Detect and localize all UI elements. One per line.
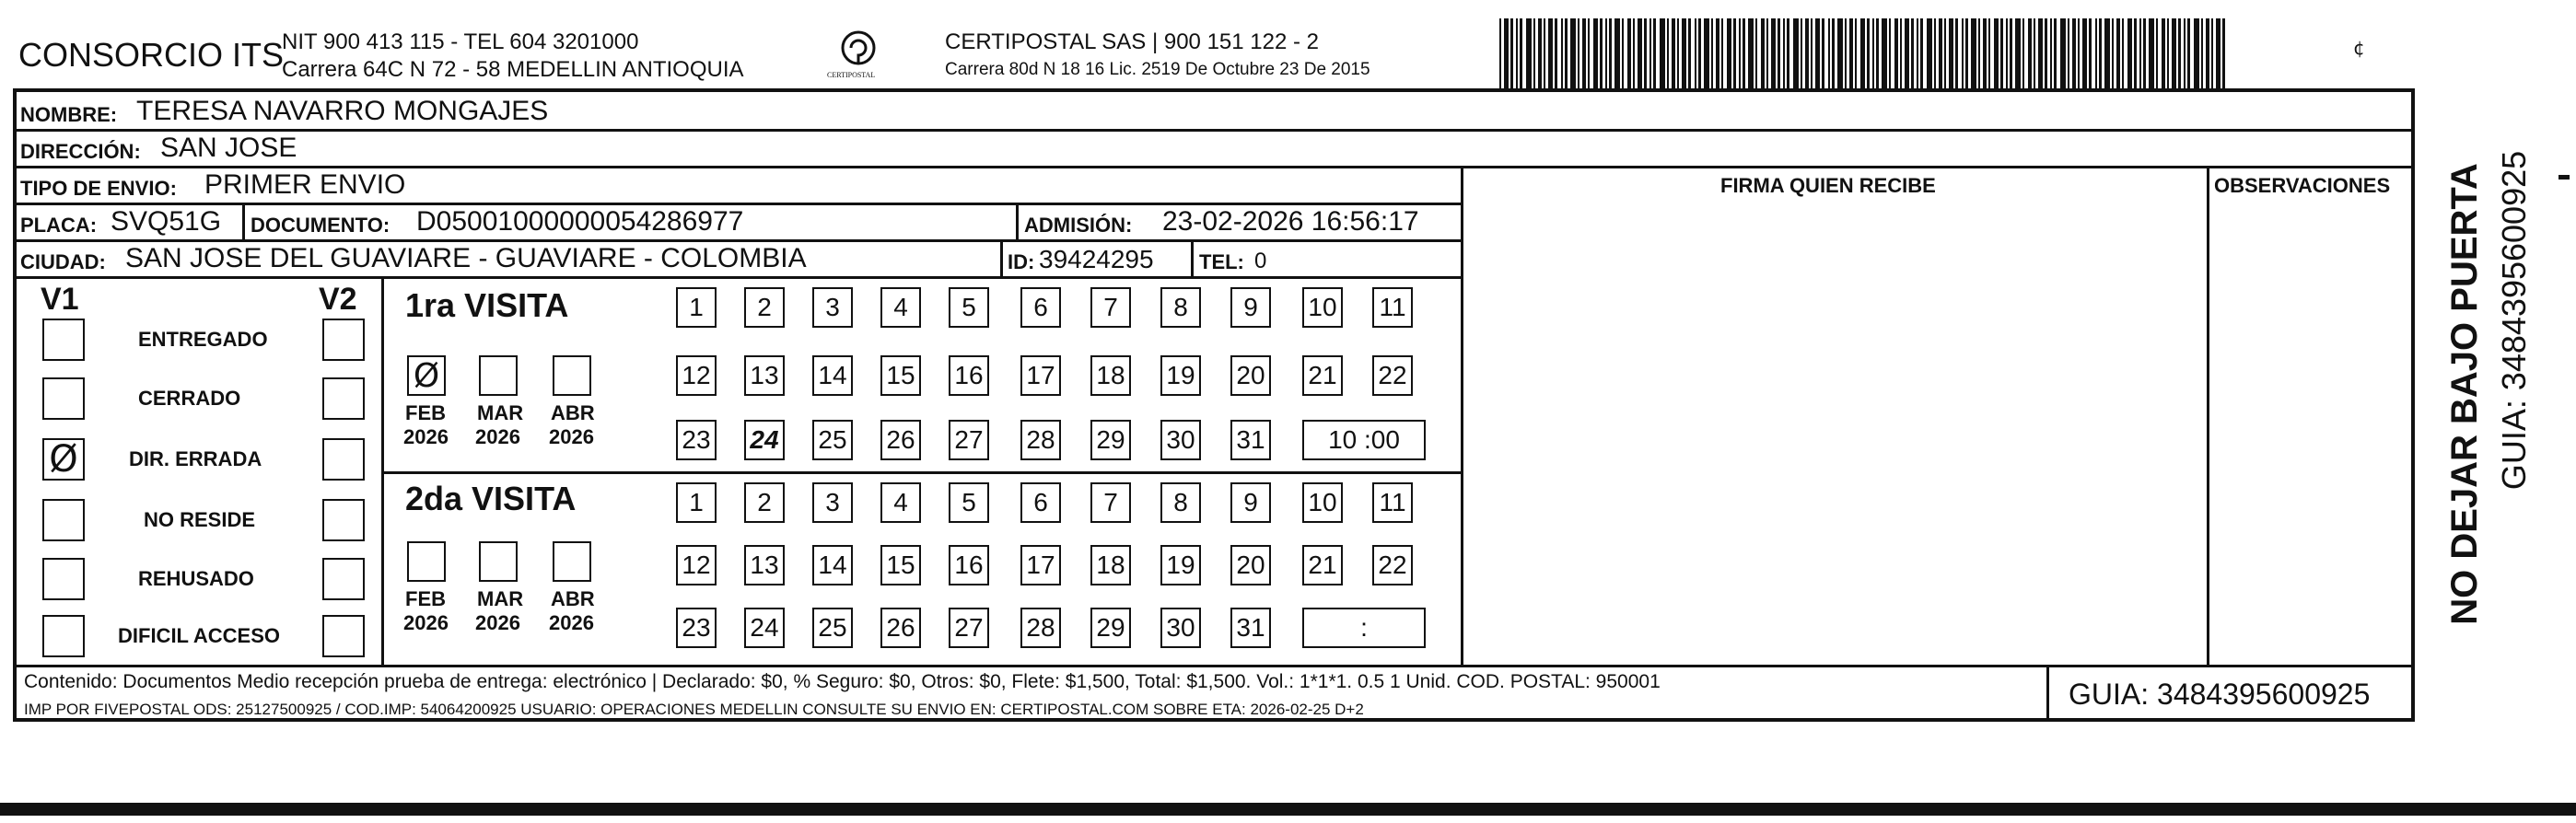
first-visit-title: 1ra VISITA [405,286,569,324]
first-visit-day-box[interactable]: 12 [676,355,717,396]
year-label: 2026 [475,425,520,448]
certipostal-logo [825,28,892,85]
admision-value: 23-02-2026 16:56:17 [1162,206,1419,237]
v1-checkbox[interactable]: Ø [42,438,85,481]
second-visit-time-box[interactable]: : [1302,608,1426,648]
second-visit-day-box[interactable]: 19 [1160,545,1201,585]
first-visit-day-box[interactable]: 8 [1160,287,1201,328]
second-visit-day-box[interactable]: 20 [1230,545,1271,585]
no-dejar-bajo-puerta: NO DEJAR BAJO PUERTA [2444,163,2485,625]
second-visit-day-box[interactable]: 29 [1090,608,1131,648]
second-visit-day-box[interactable]: 9 [1230,482,1271,523]
first-visit-day-box[interactable]: 31 [1230,420,1271,460]
nombre-label: NOMBRE: [20,103,118,126]
month-checkbox[interactable] [553,355,591,396]
second-visit-day-box[interactable]: 30 [1160,608,1201,648]
v1-checkbox[interactable] [42,615,85,657]
second-visit-day-box[interactable]: 25 [812,608,853,648]
first-visit-day-box[interactable]: 20 [1230,355,1271,396]
footer-line-2: IMP POR FIVEPOSTAL ODS: 25127500925 / COD.IMP: 54064200925 USUARIO: OPERACIONES MEDELLIN CONSULTE SU ENVIO EN: CERTIPOSTAL.COM SOBRE ETA: 2026-02-25 D+2 [24,701,1364,718]
company-address: Carrera 64C N 72 - 58 MEDELLIN ANTIOQUIA [282,57,744,82]
direccion-value: SAN JOSE [160,133,297,163]
status-label: CERRADO [138,387,241,410]
second-visit-day-box[interactable]: 10 [1302,482,1343,523]
first-visit-day-box[interactable]: 25 [812,420,853,460]
month-label: FEB [405,587,446,610]
second-visit-day-box[interactable]: 7 [1090,482,1131,523]
first-visit-day-box[interactable]: 26 [880,420,921,460]
first-visit-day-box[interactable]: 5 [949,287,989,328]
status-label: NO RESIDE [144,508,256,531]
second-visit-day-box[interactable]: 27 [949,608,989,648]
year-label: 2026 [475,611,520,634]
ciudad-label: CIUDAD: [20,250,106,273]
footer-line-1: Contenido: Documentos Medio recepción prueba de entrega: electrónico | Declarado: $0, % Seguro: $0, Otros: $0, Flete: $1,500, Total: $1,500. Vol.: 1*1*1. 0.5 1 Unid. COD. POSTAL: 950001 [24,671,1661,692]
placa-label: PLACA: [20,214,98,237]
month-label: FEB [405,401,446,424]
corner-mark: ¢ [2353,37,2365,59]
month-checkbox[interactable] [479,355,518,396]
second-visit-day-box[interactable]: 14 [812,545,853,585]
company-name: CONSORCIO ITS [18,36,285,74]
status-label: ENTREGADO [138,328,268,351]
certipostal-logo-text: CERTIPOSTAL [827,71,876,79]
first-visit-day-box[interactable]: 14 [812,355,853,396]
second-visit-day-box[interactable]: 21 [1302,545,1343,585]
admision-label: ADMISIÓN: [1024,214,1133,237]
first-visit-day-box[interactable]: 9 [1230,287,1271,328]
first-visit-day-box[interactable]: 3 [812,287,853,328]
first-visit-day-box[interactable]: 11 [1372,287,1413,328]
year-label: 2026 [549,611,594,634]
first-visit-day-box[interactable]: 6 [1020,287,1061,328]
nombre-value: TERESA NAVARRO MONGAJES [136,96,549,126]
second-visit-day-box[interactable]: 18 [1090,545,1131,585]
second-visit-day-box[interactable]: 24 [744,608,785,648]
second-visit-day-box[interactable]: 23 [676,608,717,648]
second-visit-day-box[interactable]: 28 [1020,608,1061,648]
header [0,0,2413,88]
barcode [1499,18,2232,88]
month-label: ABR [551,401,595,424]
second-visit-day-box[interactable]: 13 [744,545,785,585]
placa-value: SVQ51G [111,206,222,237]
v2-checkbox[interactable] [322,438,365,481]
first-visit-day-box[interactable]: 4 [880,287,921,328]
second-visit-day-box[interactable]: 5 [949,482,989,523]
second-visit-day-box[interactable]: 16 [949,545,989,585]
year-label: 2026 [403,611,449,634]
year-label: 2026 [549,425,594,448]
tel-value: 0 [1254,249,1267,273]
first-visit-day-box[interactable]: 18 [1090,355,1131,396]
documento-label: DOCUMENTO: [251,214,390,237]
second-visit-day-box[interactable]: 4 [880,482,921,523]
tipo-envio-label: TIPO DE ENVIO: [20,177,177,200]
first-visit-time-box[interactable]: 10 :00 [1302,420,1426,460]
first-visit-day-box[interactable]: 17 [1020,355,1061,396]
second-visit-day-box[interactable]: 8 [1160,482,1201,523]
first-visit-day-box[interactable]: 1 [676,287,717,328]
id-value: 39424295 [1039,245,1154,273]
status-label: REHUSADO [138,567,254,590]
month-checkbox[interactable] [407,541,446,582]
first-visit-day-box[interactable]: 29 [1090,420,1131,460]
v1-checkbox[interactable] [42,319,85,361]
carrier-name: CERTIPOSTAL SAS | 900 151 122 - 2 [945,29,1319,54]
v2-label: V2 [319,282,357,317]
second-visit-day-box[interactable]: 1 [676,482,717,523]
second-visit-title: 2da VISITA [405,480,577,517]
v2-checkbox[interactable] [322,319,365,361]
second-visit-day-box[interactable]: 3 [812,482,853,523]
first-visit-day-box[interactable]: 27 [949,420,989,460]
status-label: DIFICIL ACCESO [118,624,281,647]
first-visit-day-box[interactable]: 22 [1372,355,1413,396]
month-checkbox[interactable] [553,541,591,582]
month-label: ABR [551,587,595,610]
first-visit-day-box[interactable]: 13 [744,355,785,396]
second-visit-day-box[interactable]: 17 [1020,545,1061,585]
month-checkbox[interactable]: Ø [407,355,446,396]
direccion-label: DIRECCIÓN: [20,140,141,163]
status-label: DIR. ERRADA [129,447,262,470]
v1-checkbox[interactable] [42,558,85,600]
bottom-border [0,803,2576,816]
month-label: MAR [477,401,524,424]
tipo-envio-value: PRIMER ENVIO [204,169,406,200]
company-nit: NIT 900 413 115 - TEL 604 3201000 [282,29,639,54]
first-visit-day-box[interactable]: 28 [1020,420,1061,460]
carrier-address: Carrera 80d N 18 16 Lic. 2519 De Octubre 23 De 2015 [945,60,1370,79]
first-visit-day-box[interactable]: 23 [676,420,717,460]
first-visit-day-box[interactable]: 19 [1160,355,1201,396]
v2-checkbox[interactable] [322,615,365,657]
v1-checkbox[interactable] [42,499,85,541]
second-visit-day-box[interactable]: 6 [1020,482,1061,523]
observaciones-header: OBSERVACIONES [2214,174,2391,197]
v2-checkbox[interactable] [322,377,365,420]
first-visit-day-box[interactable]: 7 [1090,287,1131,328]
side-guia: GUIA: 3484395600925 [2495,150,2533,491]
second-visit-day-box[interactable]: 12 [676,545,717,585]
second-visit-day-box[interactable]: 15 [880,545,921,585]
id-label: ID: [1008,250,1035,273]
first-visit-day-box[interactable]: 30 [1160,420,1201,460]
month-label: MAR [477,587,524,610]
second-visit-day-box[interactable]: 26 [880,608,921,648]
first-visit-day-box[interactable]: 24 [744,420,785,460]
first-visit-day-box[interactable]: 21 [1302,355,1343,396]
v2-checkbox[interactable] [322,558,365,600]
v1-checkbox[interactable] [42,377,85,420]
footer-guia: GUIA: 3484395600925 [2069,678,2371,711]
month-checkbox[interactable] [479,541,518,582]
v1-label: V1 [41,282,79,317]
second-visit-day-box[interactable]: 22 [1372,545,1413,585]
second-visit-day-box[interactable]: 2 [744,482,785,523]
first-visit-day-box[interactable]: 16 [949,355,989,396]
firma-header: FIRMA QUIEN RECIBE [1720,174,1936,197]
year-label: 2026 [403,425,449,448]
first-visit-day-box[interactable]: 10 [1302,287,1343,328]
first-visit-day-box[interactable]: 2 [744,287,785,328]
documento-value: D05001000000054286977 [416,206,744,237]
right-edge-mark [2559,175,2570,180]
second-visit-day-box[interactable]: 31 [1230,608,1271,648]
first-visit-day-box[interactable]: 15 [880,355,921,396]
second-visit-day-box[interactable]: 11 [1372,482,1413,523]
v2-checkbox[interactable] [322,499,365,541]
tel-label: TEL: [1199,250,1244,273]
ciudad-value: SAN JOSE DEL GUAVIARE - GUAVIARE - COLOMBIA [125,243,807,273]
